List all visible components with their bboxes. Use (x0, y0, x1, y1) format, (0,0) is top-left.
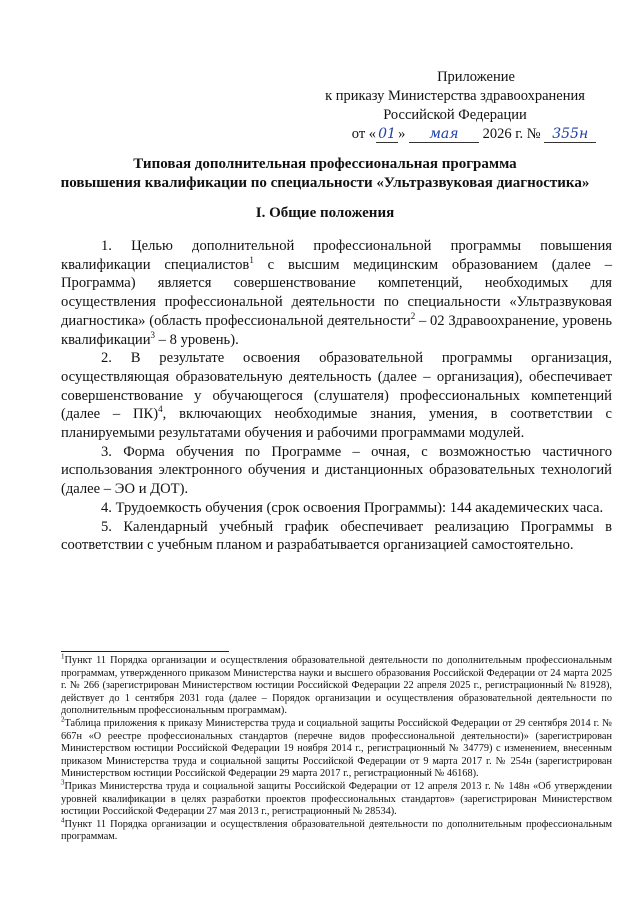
document-title (55, 155, 595, 193)
footnote-divider (61, 651, 229, 652)
footnote-4-text: Пункт 11 Порядка организации и осуществления образовательной деятельности по дополнительным профессиональным программам. (61, 818, 612, 843)
document-title-line1: Типовая дополнительная профессиональная программа (133, 156, 517, 172)
footnote-1 (61, 652, 612, 718)
paragraph-3: 3. Форма обучения по Программе – очная, с возможностью частичного использования электронного обучения и дистанционных образовательных технологий (далее – ЭО и ДОТ). (61, 443, 612, 498)
p1-text-b: с высшим медицинским образованием (далее – Программа) является совершенствование компетенций, необходимых для осуществления профессиональной деятельности по специальности «Ультразвуковая диагностика» (область профессиональной деятельности (61, 256, 612, 329)
footnote-ref-4: 4 (158, 404, 163, 415)
footnote-ref-3: 3 (150, 329, 156, 340)
paragraph-1 (61, 237, 612, 349)
paragraph-5: 5. Календарный учебный график обеспечивает реализацию Программы в соответствии с учебным планом и разрабатывается организацией самостоятельно. (61, 518, 612, 554)
footnote-4-number: 4 (61, 816, 65, 825)
p1-text-d: – 8 уровень). (155, 331, 239, 348)
footnote-1-text: Пункт 11 Порядка организации и осуществления образовательной деятельности по дополнительным профессиональным программам, утвержденного приказом Министерства науки и высшего образования Российской Федерации от 24 марта 2025 г. № 266 (зарегистрирован Министерством юстиции Российской Федерации 22 апреля 2025 г., регистрационный № 81928), действует до 1 сентября 2031 года (далее – Порядок организации и осуществления образовательной деятельности по дополнительным профессиональным программам). (61, 655, 612, 717)
order-date-line (300, 125, 610, 144)
handwritten-month: мая (409, 127, 479, 143)
p2-text-a: 2. В результате освоения образовательной программы организация, осуществляющая образовательную деятельность (далее – организация), обеспечивает совершенствование у обучающегося (слушателя) профессиональных компетенций (далее – ПК) (61, 350, 612, 423)
footnote-4 (61, 816, 612, 844)
appendix-line-order: к приказу Министерства здравоохранения (325, 88, 585, 104)
paragraph-4: 4. Трудоемкость обучения (срок освоения Программы): 144 академических часа. (101, 499, 604, 516)
footnote-ref-1: 1 (249, 254, 254, 265)
p1-text-a: 1. Целью дополнительной профессиональной программы повышения квалификации специалистов (61, 238, 612, 273)
handwritten-order-number: 355н (544, 127, 596, 143)
document-body (61, 237, 612, 555)
appendix-line-country: Российской Федерации (383, 107, 527, 123)
footnote-3 (61, 778, 612, 819)
footnote-2-text: Таблица приложения к приказу Министерства труда и социальной защиты Российской Федерации от 29 сентября 2014 г. № 667н «О реестре профессиональных стандартов (перечне видов профессиональной деятельности)» (зарегистрирован Министерством юстиции Российской Федерации 19 ноября 2014 г., регистрационный № 34779) с изменением, внесенным приказом Министерства труда и социальной защиты Российской Федерации от 9 марта 2017 г. № 254н (зарегистрирован Министерством юстиции Российской Федерации 29 марта 2017 г., регистрационный № 46168). (61, 717, 612, 780)
date-mid: » (398, 126, 406, 142)
document-title-line2: повышения квалификации по специальности «Ультразвуковая диагностика» (60, 175, 590, 191)
handwritten-day: 01 (376, 127, 398, 143)
footnote-2 (61, 715, 612, 781)
footnote-ref-2: 2 (410, 310, 416, 321)
appendix-header (300, 68, 610, 144)
footnote-1-number: 1 (61, 652, 65, 661)
p2-text-b: , включающих необходимые знания, умения, в соответствии с планируемыми результатами обучения и рабочими программами модулей. (61, 406, 612, 442)
footnote-2-number: 2 (61, 715, 65, 724)
p1-text-c: – 02 Здравоохранение, уровень квалификации (61, 312, 612, 348)
section-title: I. Общие положения (255, 205, 395, 221)
footnote-3-text: Приказ Министерства труда и социальной защиты Российской Федерации от 12 апреля 2013 г. № 148н «Об утверждении уровней квалификации в целях разработки проектов профессиональных стандартов» (зарегистрирован Министерством юстиции Российской Федерации 27 мая 2013 г., регистрационный № 28534). (61, 780, 612, 818)
year-number-text: 2026 г. № (482, 126, 541, 142)
footnotes (61, 652, 612, 844)
appendix-title: Приложение (437, 69, 515, 85)
paragraph-2 (61, 349, 612, 443)
date-prefix: от « (351, 126, 377, 142)
footnote-3-number: 3 (61, 778, 65, 787)
